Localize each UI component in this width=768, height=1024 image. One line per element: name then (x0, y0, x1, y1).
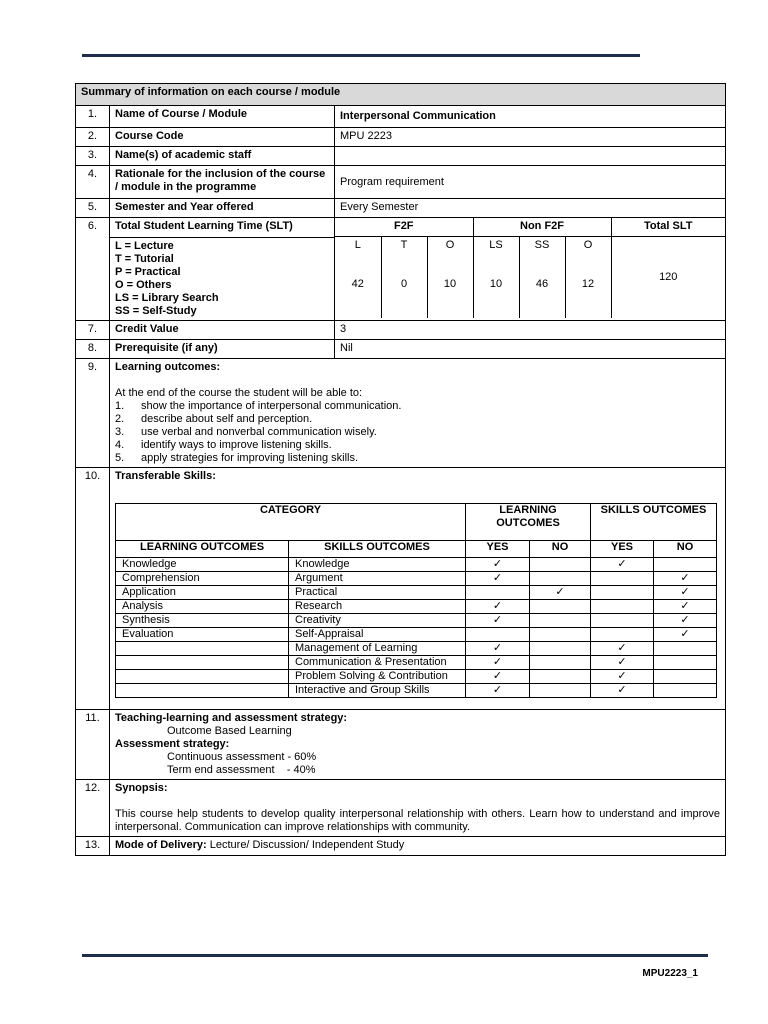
academic-staff-value (335, 147, 726, 166)
row-synopsis: 12. Synopsis: This course help students to develop quality interpersonal relationship with others. Learn how to understand and improve interpersonal. Communication can improve relationships with community. (76, 780, 726, 837)
check-icon: ✓ (492, 656, 503, 668)
so-yes-cell (591, 656, 654, 670)
lo-yes-cell (466, 656, 530, 670)
row-semester: 5. Semester and Year offered Every Semester (76, 199, 726, 218)
so-cell: Knowledge (289, 558, 466, 572)
slt-col-t: T 0 (381, 236, 427, 318)
slt-col-ss: SS 46 (519, 236, 565, 318)
rationale-label: Rationale for the inclusion of the course / module in the programme (110, 166, 335, 199)
lo-no-cell (530, 558, 591, 572)
so-no-cell (654, 642, 717, 656)
check-icon: ✓ (492, 684, 503, 696)
skills-outcomes-header: SKILLS OUTCOMES (591, 504, 717, 541)
so-yes-cell (591, 586, 654, 600)
credit-label: Credit Value (110, 321, 335, 340)
lo-yes-cell (466, 684, 530, 698)
lo-no-cell (530, 614, 591, 628)
so-no-cell (654, 614, 717, 628)
table-row (116, 628, 717, 642)
transferable-skills-cell (110, 468, 726, 710)
assessment-continuous: Continuous assessment - 60% (167, 751, 317, 763)
check-icon: ✓ (617, 670, 627, 682)
synopsis-cell (110, 780, 726, 837)
so-col-header: SKILLS OUTCOMES (289, 541, 466, 558)
footer-code: MPU2223_1 (642, 968, 698, 979)
so-yes-cell (591, 628, 654, 642)
row-delivery: 13. Mode of Delivery: Lecture/ Discussion/ Independent Study (76, 837, 726, 856)
check-icon: ✓ (680, 586, 690, 598)
so-cell: Interactive and Group Skills (289, 684, 466, 698)
lo-no-cell (530, 600, 591, 614)
so-no-cell (654, 572, 717, 586)
course-code-label: Course Code (110, 128, 335, 147)
so-yes-cell (591, 572, 654, 586)
row-credit: 7. Credit Value 3 (76, 321, 726, 340)
teaching-strategy-label: Teaching-learning and assessment strategy: (115, 712, 348, 724)
table-row (116, 600, 717, 614)
check-icon: ✓ (617, 642, 627, 654)
delivery-label: Mode of Delivery: (115, 839, 207, 851)
lo-no-cell (530, 642, 591, 656)
so-no-cell (654, 586, 717, 600)
check-icon: ✓ (617, 656, 627, 668)
synopsis-label: Synopsis: (115, 782, 168, 794)
row-transferable-skills: 10. Transferable Skills: CATEGORY LEARNING OUTCOMES SKILLS OUTCOMES LEARNING OUTCOMES SKILLS OUTCOMES YES NO YES NO Knowledge Knowledge ✓ ✓ Comprehension Argument ✓ ✓ Application Practical ✓ ✓ Analysis Research ✓ ✓ Synthesis Creativity ✓ ✓ Evaluation Self-Appraisal ✓ Management of Learning ✓ ✓ Communication & Presentation ✓ ✓ Problem Solving & Contribution ✓ ✓ Interactive and Group Skills ✓ ✓ (76, 468, 726, 710)
course-name-label: Name of Course / Module (110, 106, 335, 128)
so-cell: Creativity (289, 614, 466, 628)
slt-breakdown (335, 218, 726, 321)
lo-cell: Comprehension (116, 572, 289, 586)
lo-no-cell (530, 572, 591, 586)
slt-grid (335, 218, 725, 318)
lo-yes-cell (466, 572, 530, 586)
table-row (116, 572, 717, 586)
semester-label: Semester and Year offered (110, 199, 335, 218)
so-cell: Management of Learning (289, 642, 466, 656)
course-code-value: MPU 2223 (335, 128, 726, 147)
row-academic-staff: 3. Name(s) of academic staff (76, 147, 726, 166)
check-icon: ✓ (492, 614, 503, 626)
row-rationale: 4. Rationale for the inclusion of the course / module in the programme Program requirement (76, 166, 726, 199)
learning-outcomes-intro: At the end of the course the student will be able to: (115, 387, 363, 399)
so-no-cell (654, 670, 717, 684)
row-course-code: 2. Course Code MPU 2223 (76, 128, 726, 147)
assessment-term-end: Term end assessment - 40% (167, 764, 316, 776)
check-icon: ✓ (680, 614, 690, 626)
so-cell: Communication & Presentation (289, 656, 466, 670)
so-yes-cell (591, 684, 654, 698)
yes-header: YES (466, 541, 530, 558)
academic-staff-label: Name(s) of academic staff (110, 147, 335, 166)
learning-outcomes-label: Learning outcomes: (115, 361, 221, 373)
lo-cell: Analysis (116, 600, 289, 614)
list-item: 1. show the importance of interpersonal communication. (115, 400, 402, 412)
lo-cell: Evaluation (116, 628, 289, 642)
slt-col-o2: O 12 (565, 236, 611, 318)
skills-table (115, 503, 717, 698)
so-no-cell (654, 628, 717, 642)
so-yes-cell (591, 642, 654, 656)
transferable-skills-label: Transferable Skills: (115, 470, 216, 482)
total-slt-header: Total SLT (611, 218, 725, 236)
lo-cell (116, 642, 289, 656)
yes-header: YES (591, 541, 654, 558)
slt-label: Total Student Learning Time (SLT) (110, 218, 334, 238)
so-yes-cell (591, 614, 654, 628)
so-no-cell (654, 684, 717, 698)
so-yes-cell (591, 670, 654, 684)
check-icon: ✓ (680, 628, 690, 640)
row-slt: 6. Total Student Learning Time (SLT) L = Lecture T = Tutorial P = Practical O = Others LS = Library Search SS = Self-Study F2F Non F2F Total SLT L 42 T 0 O 10 LS 10 SS 46 O 12 120 (76, 218, 726, 321)
category-header: CATEGORY (116, 504, 466, 541)
no-header: NO (654, 541, 717, 558)
lo-no-cell (530, 684, 591, 698)
table-row (116, 614, 717, 628)
list-item: 5. apply strategies for improving listening skills. (115, 452, 359, 464)
so-cell: Self-Appraisal (289, 628, 466, 642)
check-icon: ✓ (492, 670, 503, 682)
check-icon: ✓ (555, 586, 565, 598)
slt-label-cell (110, 218, 335, 321)
table-row (116, 558, 717, 572)
delivery-value: Lecture/ Discussion/ Independent Study (206, 839, 405, 851)
slt-col-ls: LS 10 (473, 236, 519, 318)
learning-outcomes-cell (110, 359, 726, 468)
slt-legend: L = Lecture T = Tutorial P = Practical O = Others LS = Library Search SS = Self-Study (115, 240, 219, 317)
lo-no-cell (530, 656, 591, 670)
table-row (116, 684, 717, 698)
teaching-strategy-cell (110, 710, 726, 780)
nonf2f-header: Non F2F (473, 218, 611, 236)
so-cell: Research (289, 600, 466, 614)
check-icon: ✓ (492, 642, 503, 654)
top-rule (82, 54, 640, 57)
semester-value: Every Semester (335, 199, 726, 218)
lo-cell: Knowledge (116, 558, 289, 572)
so-no-cell (654, 600, 717, 614)
prerequisite-label: Prerequisite (if any) (110, 340, 335, 359)
so-no-cell (654, 558, 717, 572)
row-teaching-strategy: 11. Teaching-learning and assessment strategy: Outcome Based Learning Assessment strategy: Continuous assessment - 60% Term end assessment - 40% (76, 710, 726, 780)
lo-cell (116, 656, 289, 670)
row-prerequisite: 8. Prerequisite (if any) Nil (76, 340, 726, 359)
lo-no-cell (530, 628, 591, 642)
lo-col-header: LEARNING OUTCOMES (116, 541, 289, 558)
slt-col-l: L 42 (351, 238, 364, 290)
assessment-label: Assessment strategy: (115, 738, 230, 750)
so-cell: Practical (289, 586, 466, 600)
table-row (116, 642, 717, 656)
lo-cell: Synthesis (116, 614, 289, 628)
table-row (116, 656, 717, 670)
table-title: Summary of information on each course / module (76, 84, 726, 106)
lo-no-cell (530, 670, 591, 684)
slt-col-o: O 10 (427, 236, 473, 318)
lo-yes-cell (466, 586, 530, 600)
f2f-header: F2F (335, 218, 473, 236)
so-yes-cell (591, 600, 654, 614)
lo-cell (116, 684, 289, 698)
lo-yes-cell (466, 642, 530, 656)
lo-no-cell (530, 586, 591, 600)
rationale-value: Program requirement (335, 166, 726, 199)
learning-outcomes-header: LEARNING OUTCOMES (466, 504, 591, 541)
credit-value: 3 (335, 321, 726, 340)
lo-cell: Application (116, 586, 289, 600)
lo-yes-cell (466, 614, 530, 628)
synopsis-text: This course help students to develop quality interpersonal relationship with others. Learn how to understand and improve interpersonal. Communication can improve relationships with community. (115, 808, 720, 833)
no-header: NO (530, 541, 591, 558)
check-icon: ✓ (680, 600, 690, 612)
lo-yes-cell (466, 628, 530, 642)
row-course-name: 1. Name of Course / Module Interpersonal Communication (76, 106, 726, 128)
lo-yes-cell (466, 558, 530, 572)
slt-total-value: 120 (611, 236, 725, 318)
check-icon: ✓ (617, 558, 627, 570)
lo-cell (116, 670, 289, 684)
so-cell: Problem Solving & Contribution (289, 670, 466, 684)
check-icon: ✓ (492, 558, 503, 570)
table-row (116, 586, 717, 600)
row-learning-outcomes: 9. Learning outcomes: At the end of the course the student will be able to: 1. show the importance of interpersonal communication. 2. describe about self and perception. 3. use verbal and nonverbal communication wisely. 4. identify ways to improve listening skills. 5. apply strategies for improving listening skills. (76, 359, 726, 468)
delivery-cell (110, 837, 726, 856)
course-name-value: Interpersonal Communication (335, 106, 726, 128)
prerequisite-value: Nil (335, 340, 726, 359)
so-no-cell (654, 656, 717, 670)
so-cell: Argument (289, 572, 466, 586)
teaching-strategy-value: Outcome Based Learning (167, 725, 292, 737)
bottom-rule (82, 954, 708, 957)
check-icon: ✓ (617, 684, 627, 696)
so-yes-cell (591, 558, 654, 572)
list-item: 3. use verbal and nonverbal communication wisely. (115, 426, 377, 438)
lo-yes-cell (466, 600, 530, 614)
table-row (116, 670, 717, 684)
list-item: 4. identify ways to improve listening skills. (115, 439, 332, 451)
check-icon: ✓ (680, 572, 690, 584)
course-summary-table (75, 83, 726, 856)
check-icon: ✓ (492, 600, 503, 612)
check-icon: ✓ (492, 572, 503, 584)
lo-yes-cell (466, 670, 530, 684)
list-item: 2. describe about self and perception. (115, 413, 313, 425)
